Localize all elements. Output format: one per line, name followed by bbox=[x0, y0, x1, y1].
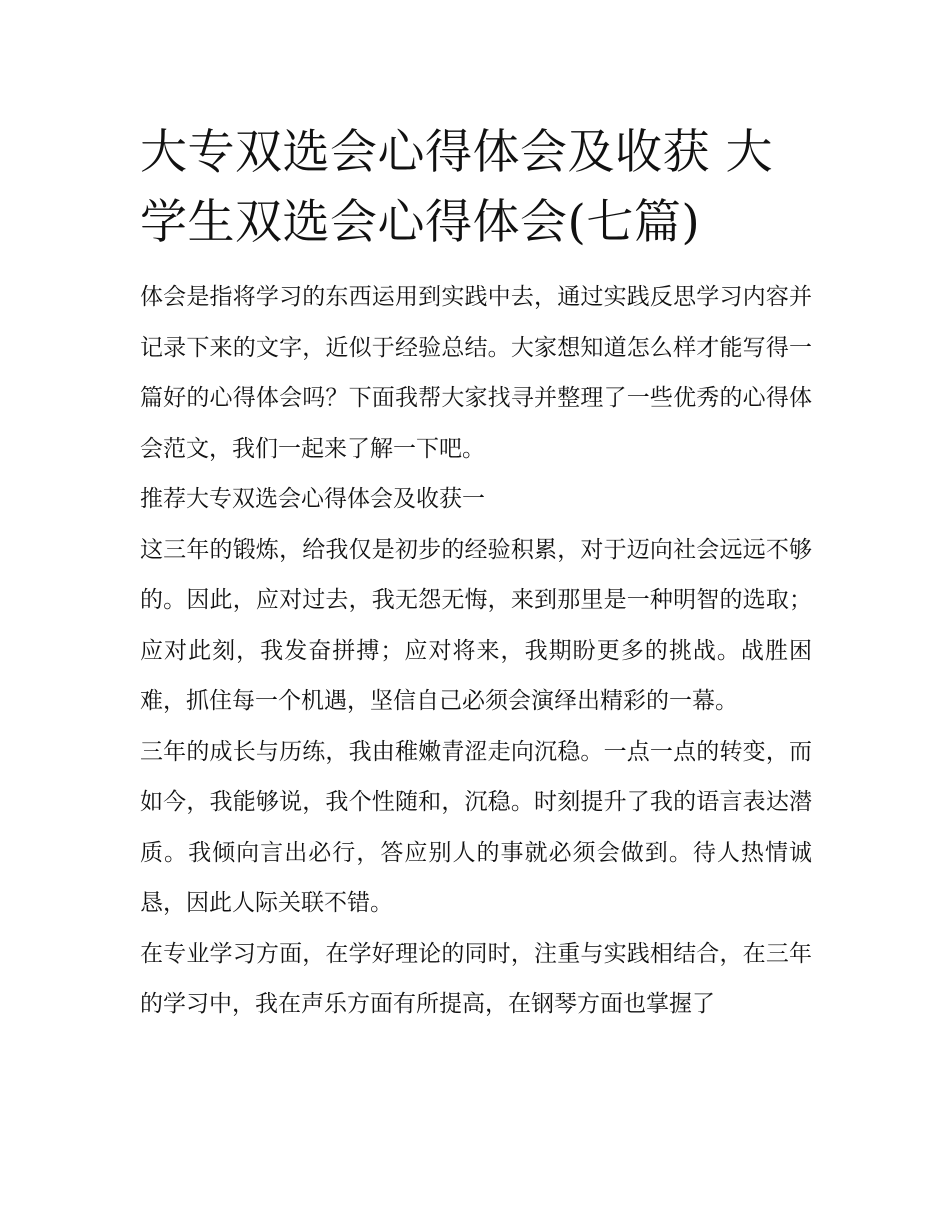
body-paragraph-3: 在专业学习方面，在学好理论的同时，注重与实践相结合，在三年的学习中，我在声乐方面有所提高，在钢琴方面也掌握了 bbox=[140, 940, 812, 1017]
document-title: 大专双选会心得体会及收获 大学生双选会心得体会(七篇) bbox=[140, 125, 773, 250]
document-page bbox=[140, 118, 812, 1030]
body-paragraph-2: 三年的成长与历练，我由稚嫩青涩走向沉稳。一点一点的转变，而如今，我能够说，我个性随和，沉稳。时刻提升了我的语言表达潜质。我倾向言出必行，答应别人的事就必须会做到。待人热情诚恳，因此人际关联不错。 bbox=[140, 738, 812, 916]
section-heading: 推荐大专双选会心得体会及收获一 bbox=[140, 486, 485, 512]
body-paragraph-1: 这三年的锻炼，给我仅是初步的经验积累，对于迈向社会远远不够的。因此，应对过去，我无怨无悔，来到那里是一种明智的选取；应对此刻，我发奋拼搏；应对将来，我期盼更多的挑战。战胜困难，抓住每一个机遇，坚信自己必须会演绎出精彩的一幕。 bbox=[140, 536, 812, 714]
intro-paragraph: 体会是指将学习的东西运用到实践中去，通过实践反思学习内容并记录下来的文字，近似于经验总结。大家想知道怎么样才能写得一篇好的心得体会吗？下面我帮大家找寻并整理了一些优秀的心得体会范文，我们一起来了解一下吧。 bbox=[140, 284, 812, 462]
